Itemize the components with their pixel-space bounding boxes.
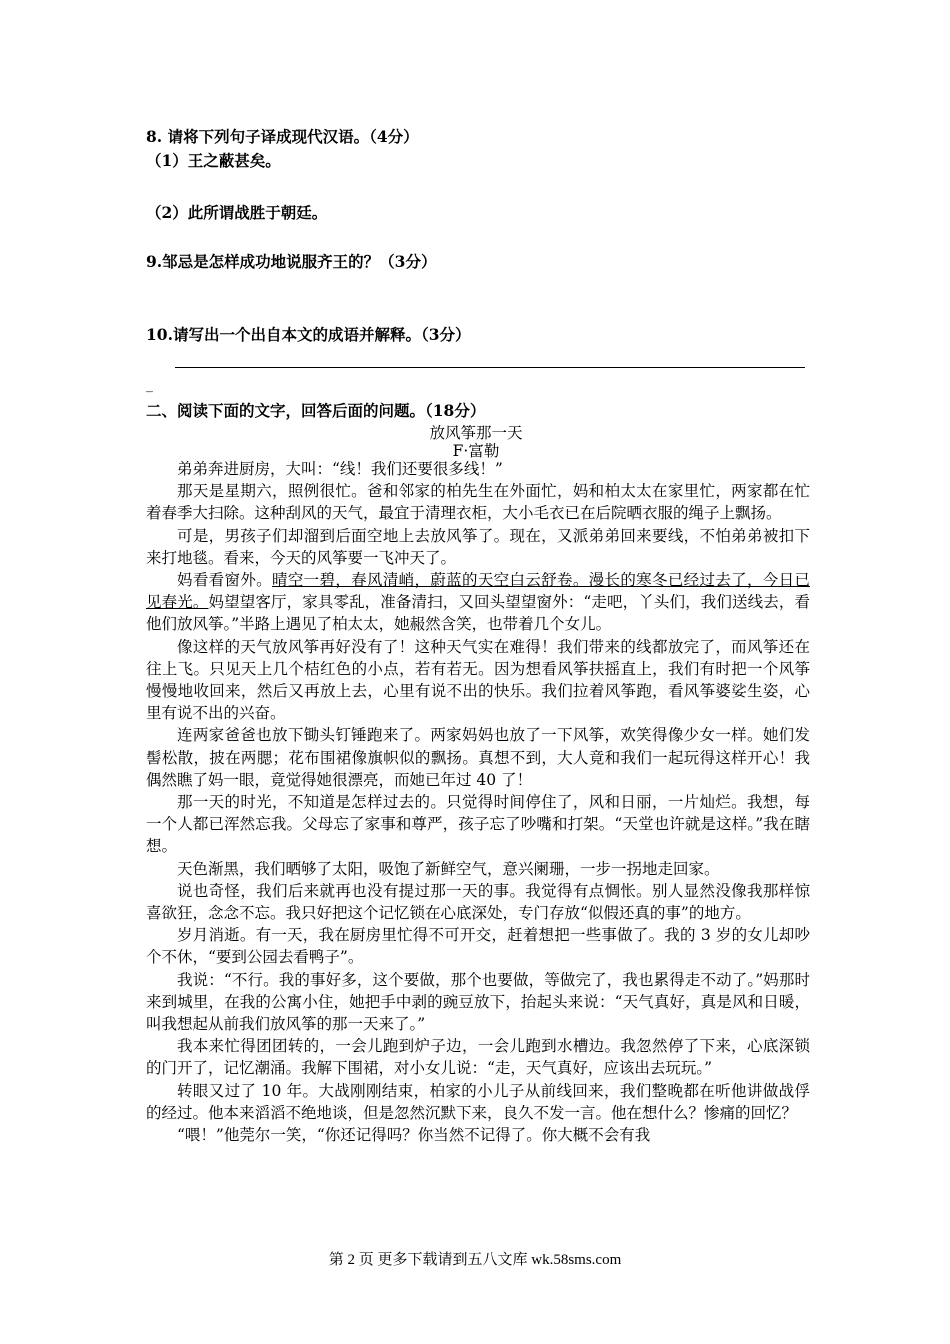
text-run: 妈望望客厅，家具零乱，准备清扫，又回头望望窗外：“走吧，丫头们，我们送线去，看他们放风筝。”半路上遇见了柏太太，她赧然含笑，也带着几个女儿。 [146,593,810,634]
paragraph: 我说：“不行。我的事好多，这个要做，那个也要做，等做完了，我也累得走不动了。”妈那时来到城里，在我的公寓小住，她把手中剥的豌豆放下，抬起头来说：“天气真好，真是风和日暖，叫我想起从前我们放风筝的那一天来了。” [146,970,810,1034]
paragraph: 说也奇怪，我们后来就再也没有提过那一天的事。我觉得有点惆怅。别人显然没像我那样惊喜欲狂，念念不忘。我只好把这个记忆锁在心底深处，专门存放“似假还真的事”的地方。 [146,881,810,923]
question-10: 10.请写出一个出自本文的成语并解释。（3分） [146,325,471,344]
underlined-sentence: 晴空一碧，春风清峭，蔚蓝的天空白云舒卷。漫长的寒冬已经过去了，今日已见春光。 [146,571,810,612]
question-8: 8. 请将下列句子译成现代汉语。（4分） [146,127,419,146]
paragraph: 我本来忙得团团转的，一会儿跑到炉子边，一会儿跑到水槽边。我忽然停了下来，心底深锁的门开了，记忆潮涌。我解下围裙，对小女儿说：“走，天气真好，应该出去玩玩。” [146,1037,810,1078]
paragraph: 像这样的天气放风筝再好没有了！这种天气实在难得！我们带来的线都放完了，而风筝还在往上飞。只见天上几个桔红色的小点，若有若无。因为想看风筝扶摇直上，我们有时把一个风筝慢慢地收回来，然后又再放上去，心里有说不出的快乐。我们拉着风筝跑，看风筝婆娑生姿，心里有说不出的兴奋。 [146,637,810,723]
paragraph [146,569,810,636]
paragraph: 转眼又过了 10 年。大战刚刚结束，柏家的小儿子从前线回来，我们整晚都在听他讲做战俘的经过。他本来滔滔不绝地谈，但是忽然沉默下来，良久不发一言。他在想什么？惨痛的回忆？ [146,1081,810,1122]
paragraph: 天色渐黑，我们晒够了太阳，吸饱了新鲜空气，意兴阑珊，一步一拐地走回家。 [177,859,720,878]
paragraph: “喂！”他莞尔一笑，“你还记得吗？你当然不记得了。你大概不会有我 [177,1126,651,1145]
section-heading: 二、阅读下面的文字，回答后面的问题。（18分） [146,401,486,420]
article-author: F·富勒 [452,442,500,460]
article-title: 放风筝那一天 [429,424,523,442]
paragraph: 岁月消逝。有一天，我在厨房里忙得不可开交，赶着想把一些事做了。我的 3 岁的女儿却吵个不休，“要到公园去看鸭子”。 [146,926,810,967]
paragraph: 可是，男孩子们却溜到后面空地上去放风筝了。现在，又派弟弟回来要线，不怕弟弟被扣下来打地毯。看来，今天的风筝要一飞冲天了。 [146,526,810,567]
text-run: 妈看看窗外。 [177,571,272,590]
answer-line [175,367,805,368]
question-9: 9.邹忌是怎样成功地说服齐王的？（3分） [146,252,437,271]
paragraph: 连两家爸爸也放下锄头钉锤跑来了。两家妈妈也放了一下风筝，欢笑得像少女一样。她们发髻松散，披在两腮；花布围裙像旗帜似的飘扬。真想不到，大人竟和我们一起玩得这样开心！我偶然瞧了妈一眼，竟觉得她很漂亮，而她已年过 40 了！ [146,726,810,789]
page-footer: 第 2 页 更多下载请到五八文库 wk.58sms.com [328,1252,622,1268]
paragraph: 弟弟奔进厨房，大叫：“线！我们还要很多线！” [177,460,503,478]
answer-dash: _ [146,377,153,393]
question-8-2: （2）此所谓战胜于朝廷。 [146,203,328,222]
article-body [146,458,810,1146]
paragraph: 那一天的时光，不知道是怎样过去的。只觉得时间停住了，风和日丽，一片灿烂。我想，每一个人都已浑然忘我。父母忘了家事和尊严，孩子忘了吵嘴和打架。“天堂也许就是这样。”我在瞎想。 [146,793,810,856]
paragraph: 那天是星期六，照例很忙。爸和邻家的柏先生在外面忙，妈和柏太太在家里忙，两家都在忙着春季大扫除。这种刮风的天气，最宜于清理衣柜，大小毛衣已在后院晒衣服的绳子上飘扬。 [146,482,810,523]
question-8-1: （1）王之蔽甚矣。 [146,151,281,170]
